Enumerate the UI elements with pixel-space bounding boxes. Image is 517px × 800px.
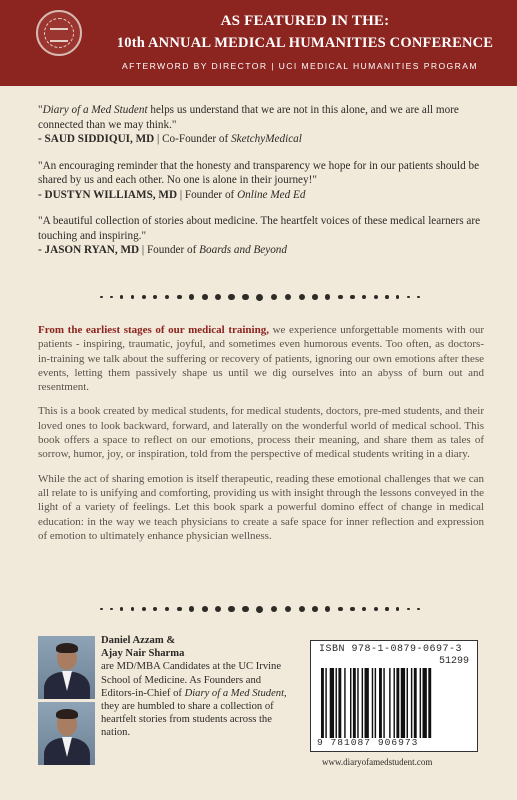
divider-dot — [285, 606, 291, 612]
divider-dot — [350, 607, 355, 612]
barcode-bars — [321, 668, 471, 738]
quote-org: Boards and Beyond — [199, 244, 287, 256]
isbn-barcode — [310, 640, 478, 752]
divider-dot — [131, 607, 135, 611]
divider-dot — [177, 607, 182, 612]
divider-dot — [202, 294, 208, 300]
divider-dot — [338, 295, 343, 300]
paragraph-2: This is a book created by medical students, for medical students, doctors, pre-med students, and their loved ones to look backward, forward, and laterally on the wonderful world of medical school. This book offers a space to reflect on our emotions, process their meaning, and share them as tales of sorrow, humor, joy, or inspiration, told from the perspective of medical students writing in a diary. — [38, 405, 484, 461]
barcode-stripe — [338, 668, 341, 738]
divider-dot — [256, 606, 263, 613]
divider-dot — [142, 607, 146, 611]
divider-dot — [407, 608, 410, 611]
barcode-stripe — [394, 668, 395, 738]
divider-dot — [396, 295, 399, 298]
header-banner — [0, 0, 517, 86]
divider-dot — [142, 295, 146, 299]
afterword-line: AFTERWORD BY DIRECTOR | UCI MEDICAL HUMANITIES PROGRAM — [122, 61, 478, 71]
barcode-stripe — [401, 668, 405, 738]
quote-williams: "An encouraging reminder that the honesty and transparency we hope for in our patients should be shared by us and each other. No one is alone in their journey!" - DUSTYN WILLIAMS, MD | Founder of Online Med Ed — [38, 159, 480, 201]
author-name-1: Daniel Azzam & — [101, 635, 176, 646]
barcode-stripe — [423, 668, 427, 738]
divider-dot — [189, 294, 194, 299]
barcode-stripe — [428, 668, 431, 738]
divider-dot — [110, 608, 113, 611]
quote-author: - SAUD SIDDIQUI, MD — [38, 133, 155, 145]
barcode-stripe — [344, 668, 345, 738]
barcode-stripe — [414, 668, 417, 738]
author-name-2: Ajay Nair Sharma — [101, 648, 185, 660]
barcode-stripe — [365, 668, 369, 738]
barcode-stripe — [372, 668, 373, 738]
divider-dot — [202, 606, 208, 612]
author-photo-ajay — [38, 702, 95, 765]
barcode-stripe — [389, 668, 390, 738]
barcode-stripe — [375, 668, 376, 738]
description — [38, 323, 484, 553]
divider-dot — [285, 294, 291, 300]
divider-dot — [299, 294, 305, 300]
isbn-text: ISBN 978-1-0879-0697-3 — [319, 644, 463, 655]
divider-dot — [299, 606, 305, 612]
barcode-stripe — [330, 668, 334, 738]
price-code: 51299 — [439, 656, 470, 667]
barcode-stripe — [383, 668, 384, 738]
ean-number: 9 781087 906973 — [317, 737, 419, 748]
barcode-stripe — [357, 668, 358, 738]
dot-divider-top — [100, 292, 420, 302]
divider-dot — [385, 607, 389, 611]
divider-dot — [417, 608, 420, 611]
conference-title: 10th ANNUAL MEDICAL HUMANITIES CONFERENCE — [116, 35, 494, 51]
divider-dot — [242, 606, 249, 613]
divider-dot — [396, 607, 399, 610]
divider-dot — [215, 294, 221, 300]
barcode-stripe — [362, 668, 363, 738]
divider-dot — [100, 296, 103, 299]
divider-dot — [100, 608, 103, 611]
divider-dot — [362, 295, 366, 299]
divider-dot — [165, 295, 170, 300]
divider-dot — [350, 295, 355, 300]
divider-dot — [120, 295, 123, 298]
divider-dot — [110, 296, 113, 299]
barcode-stripe — [420, 668, 421, 738]
quote-author: - JASON RYAN, MD — [38, 244, 140, 256]
divider-dot — [374, 295, 378, 299]
barcode-stripe — [321, 668, 324, 738]
divider-dot — [242, 294, 249, 301]
divider-dot — [153, 295, 157, 299]
barcode-stripe — [336, 668, 337, 738]
endorsements — [38, 103, 488, 270]
paragraph-1: From the earliest stages of our medical training, we experience unforgettable moments with our patients - inspiring, traumatic, joyful, and sometimes even humorous events. Too often, as doctors-in-training we talk about the suffering or recovery of patients, ignoring our own emotions after these events, letting them passively shape us until we dig ourselves into an abyss of burn out and resentment. — [38, 324, 485, 394]
divider-dot — [215, 606, 221, 612]
paragraph-3: While the act of sharing emotion is itself therapeutic, reading these emotional challenges that we can all relate to is unifying and comforting, providing us with insight through the lessons conveyed in the light of a variety of feelings. Let this book spark a powerful domino effect of change in medical education: in the way we teach physicians to create a safe space for inner reflection and expression of emotion to ultimately enhance physician wellness. — [38, 472, 484, 542]
barcode-stripe — [350, 668, 351, 738]
quote-org: SketchyMedical — [231, 133, 302, 145]
quote-author: - DUSTYN WILLIAMS, MD — [38, 188, 178, 201]
divider-dot — [189, 606, 194, 611]
barcode-stripe — [325, 668, 326, 738]
quote-org: Online Med Ed — [237, 188, 306, 201]
divider-dot — [325, 294, 330, 299]
conference-seal-icon — [36, 10, 82, 56]
divider-dot — [153, 607, 157, 611]
divider-dot — [312, 294, 318, 300]
bio-text: Daniel Azzam & Ajay Nair Sharma are MD/MBA Candidates at the UC Irvine School of Medicine. As Founders and Editors-in-Chief of Diary of a Med Student, they are humbled to share a collection of heartfelt stories from students across the nation. — [101, 635, 287, 739]
divider-dot — [325, 606, 330, 611]
divider-dot — [271, 606, 278, 613]
website-url: www.diaryofamedstudent.com — [322, 757, 433, 767]
divider-dot — [256, 294, 263, 301]
author-photo-daniel — [38, 636, 95, 699]
divider-dot — [362, 607, 366, 611]
barcode-stripe — [379, 668, 382, 738]
book-title: Diary of a Med Student — [42, 104, 148, 116]
barcode-stripe — [411, 668, 412, 738]
divider-dot — [177, 295, 182, 300]
divider-dot — [131, 295, 135, 299]
divider-dot — [385, 295, 389, 299]
quote-siddiqui: "Diary of a Med Student helps us understand that we are not in this alone, and we are all more connected than we may think." - SAUD SIDDIQUI, MD | Co-Founder of SketchyMedical — [38, 104, 459, 145]
barcode-stripe — [353, 668, 356, 738]
barcode-stripe — [396, 668, 399, 738]
divider-dot — [228, 294, 234, 300]
divider-dot — [407, 296, 410, 299]
divider-dot — [120, 607, 123, 610]
divider-dot — [228, 606, 234, 612]
divider-dot — [417, 296, 420, 299]
barcode-stripe — [407, 668, 408, 738]
divider-dot — [165, 607, 170, 612]
divider-dot — [338, 607, 343, 612]
quote-ryan: "A beautiful collection of stories about medicine. The heartfelt voices of these medical learners are touching and inspiring." - JASON RYAN, MD | Founder of Boards and Beyond — [38, 215, 481, 256]
dot-divider-bottom — [100, 604, 420, 614]
divider-dot — [374, 607, 378, 611]
divider-dot — [271, 294, 278, 301]
divider-dot — [312, 606, 318, 612]
featured-line: AS FEATURED IN THE: — [220, 13, 390, 29]
